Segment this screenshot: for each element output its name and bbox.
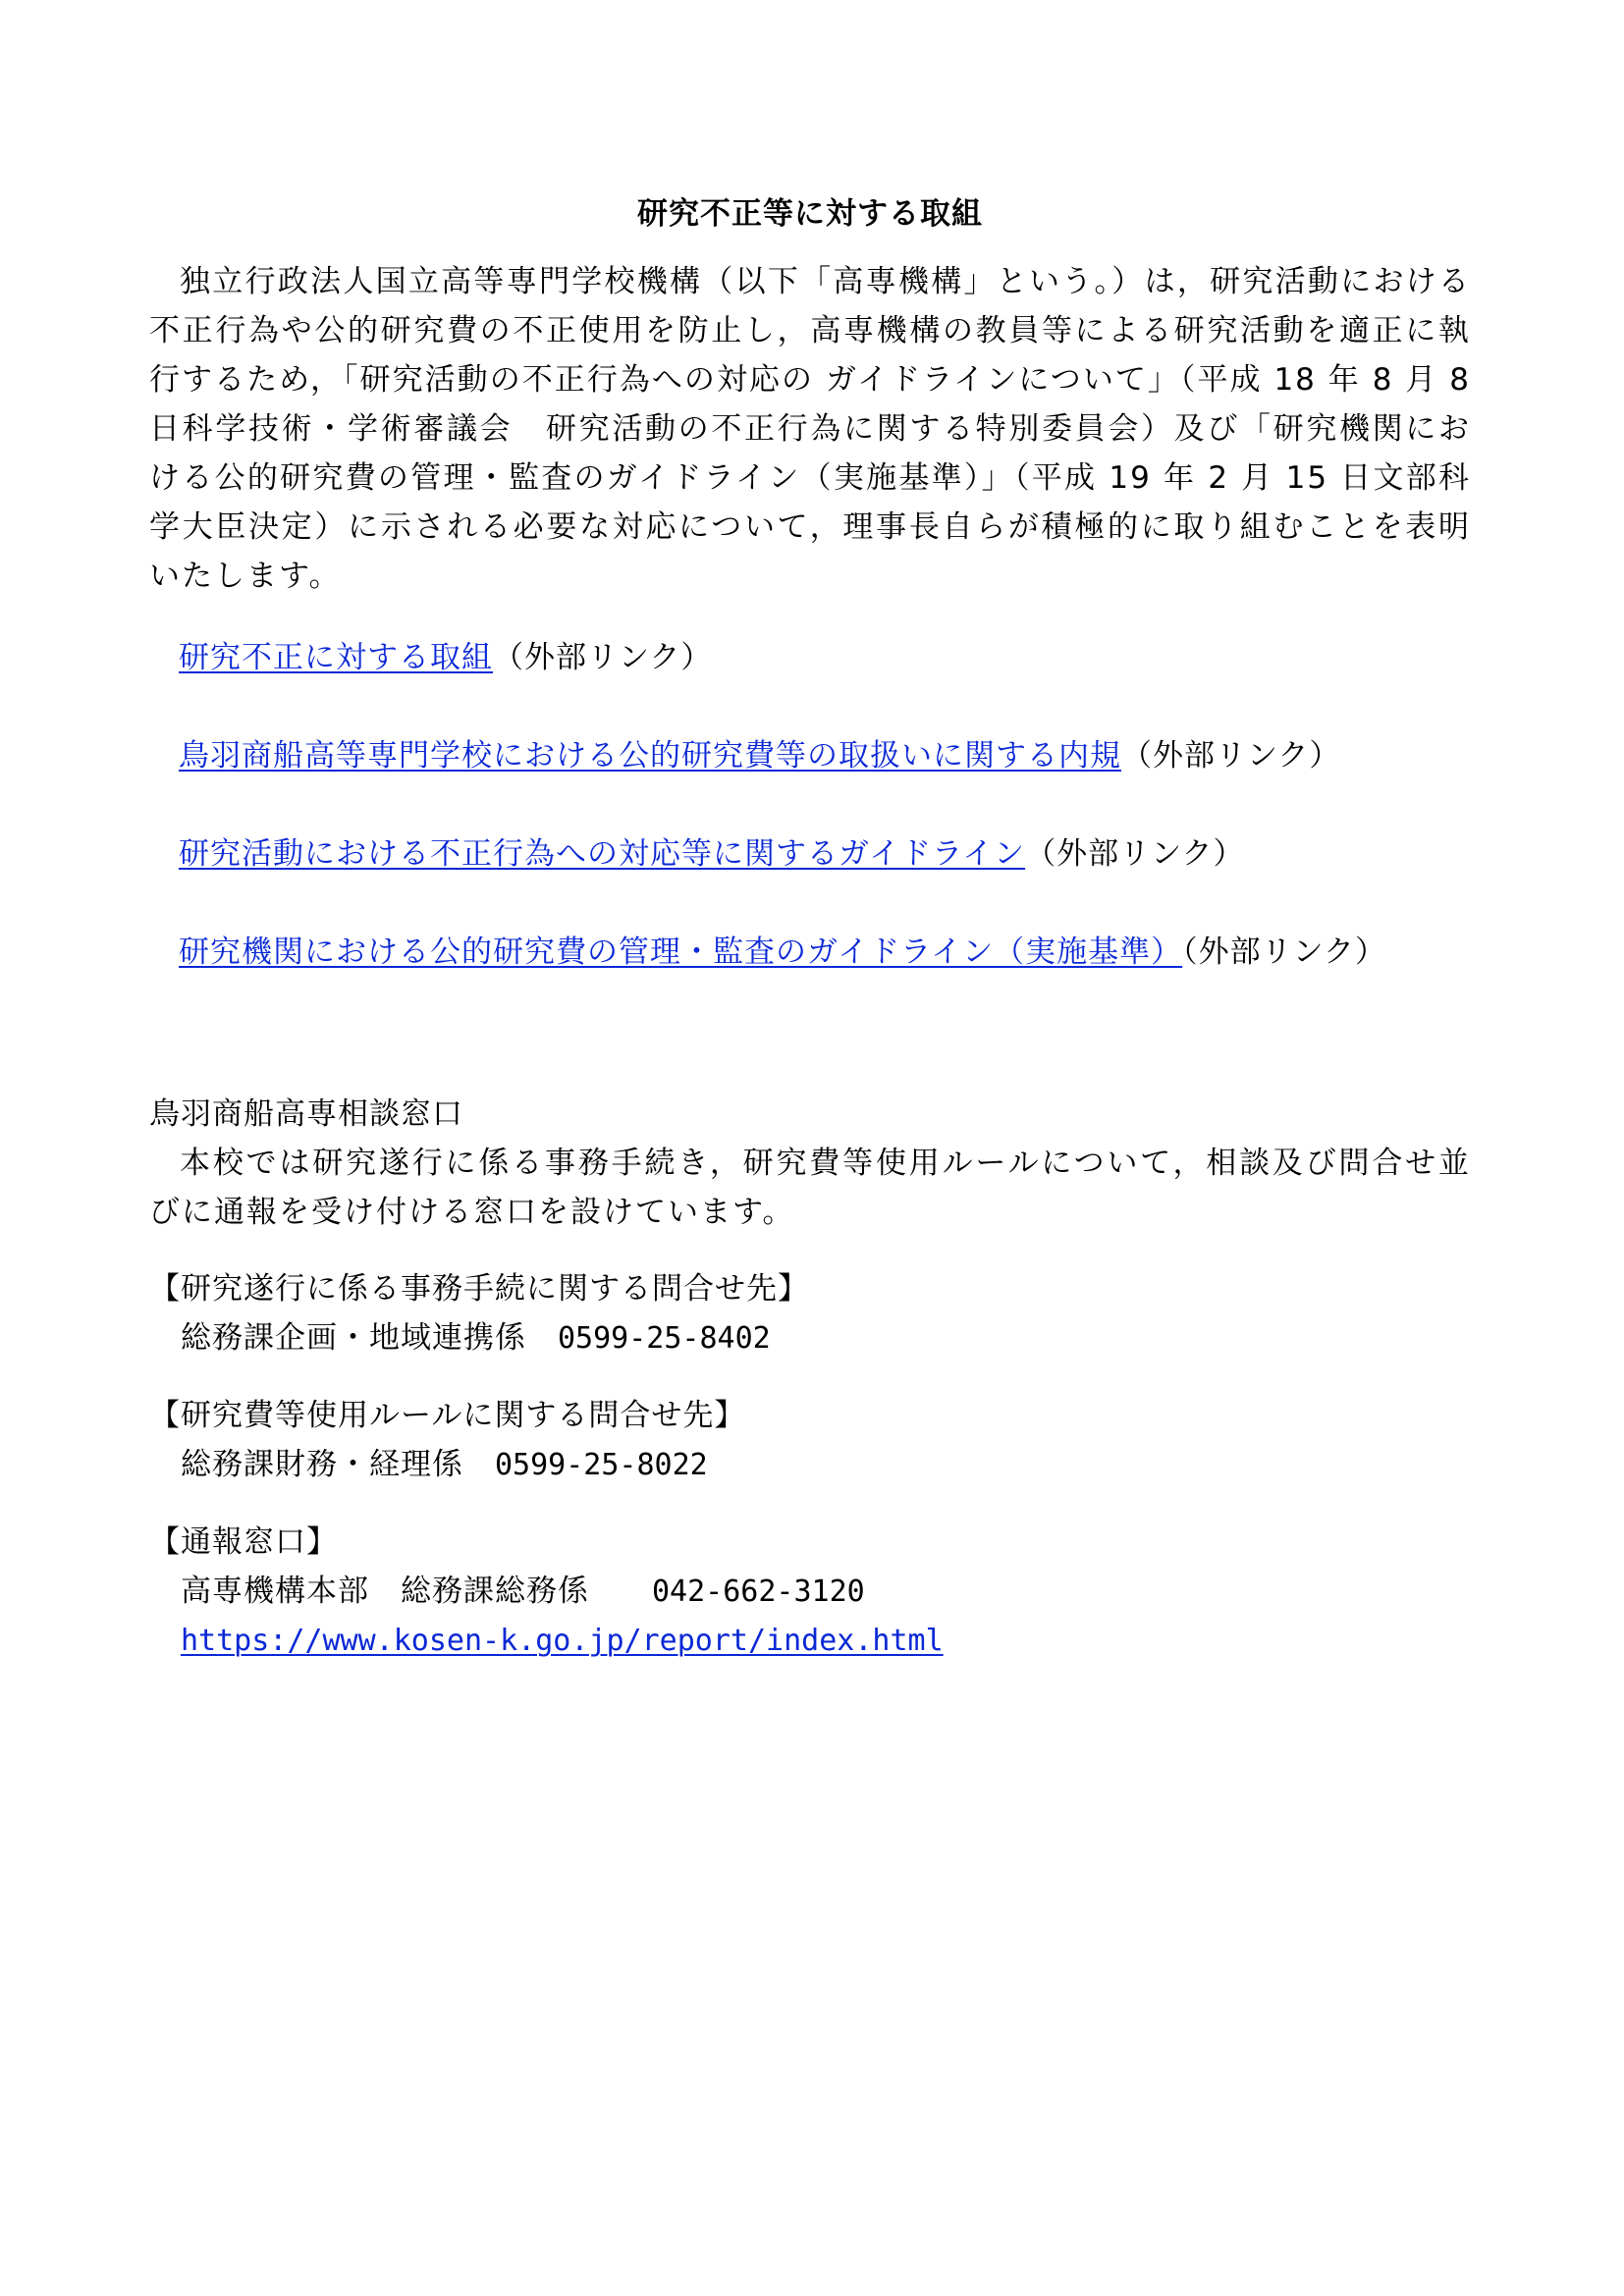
consultation-description: 本校では研究遂行に係る事務手続き，研究費等使用ルールについて，相談及び問合せ並びに通報を受け付ける窓口を設けています。 [149, 1146, 1471, 1230]
link-item [179, 832, 1471, 876]
contact-department: 総務課企画・地域連携係 [181, 1320, 526, 1356]
link-item [179, 734, 1471, 777]
report-url-link[interactable]: https://www.kosen-k.go.jp/report/index.html [181, 1624, 944, 1658]
contact-heading: 【研究遂行に係る事務手続に関する問合せ先】 [149, 1271, 809, 1307]
external-link-note: （外部リンク） [1121, 738, 1341, 774]
external-link-note: （外部リンク） [1025, 836, 1245, 872]
intro-paragraph: 独立行政法人国立高等専門学校機構（以下「高専機構」という。）は，研究活動における不正行為や公的研究費の不正使用を防止し，高専機構の教員等による研究活動を適正に執行するため，「研究活動の不正行為への対応の ガイドラインについて」（平成 18 年 8 月 8 日科学技術・学術審議会 研究活動の不正行為に関する特別委員会）及び「研究機関における公的研究費の管理・監査のガイドライン（実施基準）」（平成 19 年 2 月 15 日文部科学大臣決定）に示される必要な対応について，理事長自らが積極的に取り組むことを表明いたします。 [149, 264, 1471, 594]
contact-research-procedures [149, 1264, 1471, 1363]
contact-phone: 0599-25-8022 [495, 1448, 708, 1482]
contact-department: 高専機構本部 総務課総務係 [181, 1574, 589, 1609]
contact-line [149, 1567, 1471, 1617]
link-item [179, 636, 1471, 679]
contact-line [149, 1313, 1471, 1363]
contact-heading: 【通報窓口】 [149, 1524, 338, 1560]
consultation-section [149, 1090, 1471, 1666]
contact-line [149, 1440, 1471, 1490]
link-item [179, 931, 1471, 974]
consultation-title: 鳥羽商船高専相談窓口 [149, 1096, 463, 1132]
contact-department: 総務課財務・経理係 [181, 1447, 463, 1482]
link-funding-management-guideline[interactable]: 研究機関における公的研究費の管理・監査のガイドライン（実施基準） [179, 934, 1183, 970]
contact-heading: 【研究費等使用ルールに関する問合せ先】 [149, 1398, 746, 1433]
contact-url-line [149, 1617, 1471, 1666]
contact-phone: 042-662-3120 [652, 1575, 865, 1609]
contact-phone: 0599-25-8402 [558, 1321, 771, 1356]
document-page [149, 177, 1471, 1666]
contact-funding-rules [149, 1391, 1471, 1490]
external-link-note: （外部リンク） [493, 640, 713, 675]
link-list [149, 636, 1471, 974]
external-link-note: （外部リンク） [1182, 934, 1387, 970]
page-title: 研究不正等に対する取組 [637, 196, 983, 232]
link-research-misconduct[interactable]: 研究不正に対する取組 [179, 640, 493, 675]
link-toba-internal-rules[interactable]: 鳥羽商船高等専門学校における公的研究費等の取扱いに関する内規 [179, 738, 1121, 774]
link-misconduct-guideline[interactable]: 研究活動における不正行為への対応等に関するガイドライン [179, 836, 1026, 872]
contact-report-window [149, 1518, 1471, 1666]
